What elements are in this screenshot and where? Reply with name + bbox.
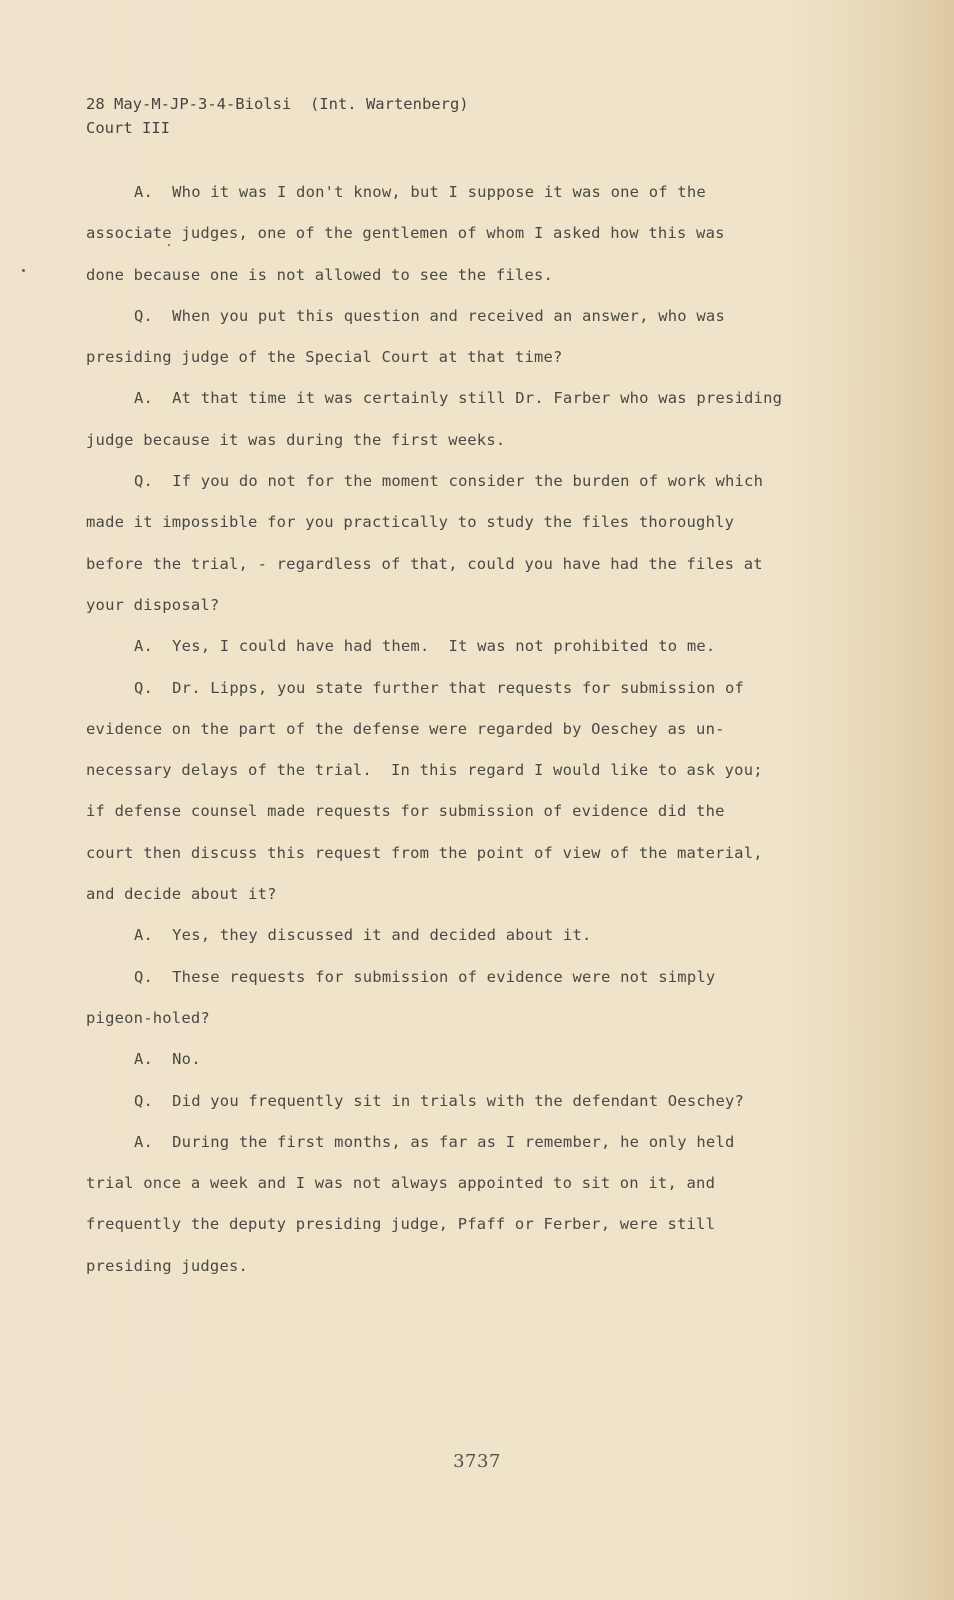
transcript-line: your disposal? xyxy=(86,595,220,614)
transcript-line: if defense counsel made requests for submission of evidence did the xyxy=(86,802,725,821)
paper-speck xyxy=(22,269,25,272)
transcript-line: A. During the first months, as far as I remember, he only held xyxy=(134,1132,735,1151)
transcript-line: A. No. xyxy=(134,1050,201,1069)
document-header xyxy=(86,92,469,140)
transcript-line: associate judges, one of the gentlemen of whom I asked how this was xyxy=(86,224,725,243)
transcript-line: A. At that time it was certainly still Dr. Farber who was presiding xyxy=(134,389,783,408)
page-number: 3737 xyxy=(453,1451,501,1472)
transcript-line: pigeon-holed? xyxy=(86,1008,210,1027)
transcript-line: made it impossible for you practically to study the files thoroughly xyxy=(86,513,735,532)
transcript-line: trial once a week and I was not always appointed to sit on it, and xyxy=(86,1174,716,1193)
transcript-line: Q. Did you frequently sit in trials with the defendant Oeschey? xyxy=(134,1091,745,1110)
transcript-line: before the trial, - regardless of that, could you have had the files at xyxy=(86,554,763,573)
transcript-line: A. Yes, they discussed it and decided about it. xyxy=(134,926,592,945)
transcript-line: presiding judge of the Special Court at that time? xyxy=(86,348,563,367)
transcript-line: Q. Dr. Lipps, you state further that requests for submission of xyxy=(134,678,745,697)
transcript-body xyxy=(86,172,846,1287)
transcript-line: A. Yes, I could have had them. It was not prohibited to me. xyxy=(134,637,716,656)
transcript-line: Q. When you put this question and received an answer, who was xyxy=(134,306,725,325)
transcript-line: Q. If you do not for the moment consider the burden of work which xyxy=(134,472,764,491)
transcript-line: evidence on the part of the defense were regarded by Oeschey as un- xyxy=(86,719,725,738)
transcript-line: court then discuss this request from the point of view of the material, xyxy=(86,843,763,862)
transcript-line: Q. These requests for submission of evidence were not simply xyxy=(134,967,716,986)
transcript-line: judge because it was during the first weeks. xyxy=(86,430,506,449)
paper-speck xyxy=(168,244,170,246)
transcript-reference: 28 May-M-JP-3-4-Biolsi (Int. Wartenberg) xyxy=(86,95,469,113)
transcript-line: frequently the deputy presiding judge, Pfaff or Ferber, were still xyxy=(86,1215,716,1234)
transcript-line: and decide about it? xyxy=(86,885,277,904)
transcript-line: A. Who it was I don't know, but I suppose it was one of the xyxy=(134,183,706,201)
transcript-line: necessary delays of the trial. In this regard I would like to ask you; xyxy=(86,761,763,780)
transcript-line: presiding judges. xyxy=(86,1256,249,1275)
transcript-line: done because one is not allowed to see the files. xyxy=(86,265,554,284)
court-label: Court III xyxy=(86,119,170,137)
